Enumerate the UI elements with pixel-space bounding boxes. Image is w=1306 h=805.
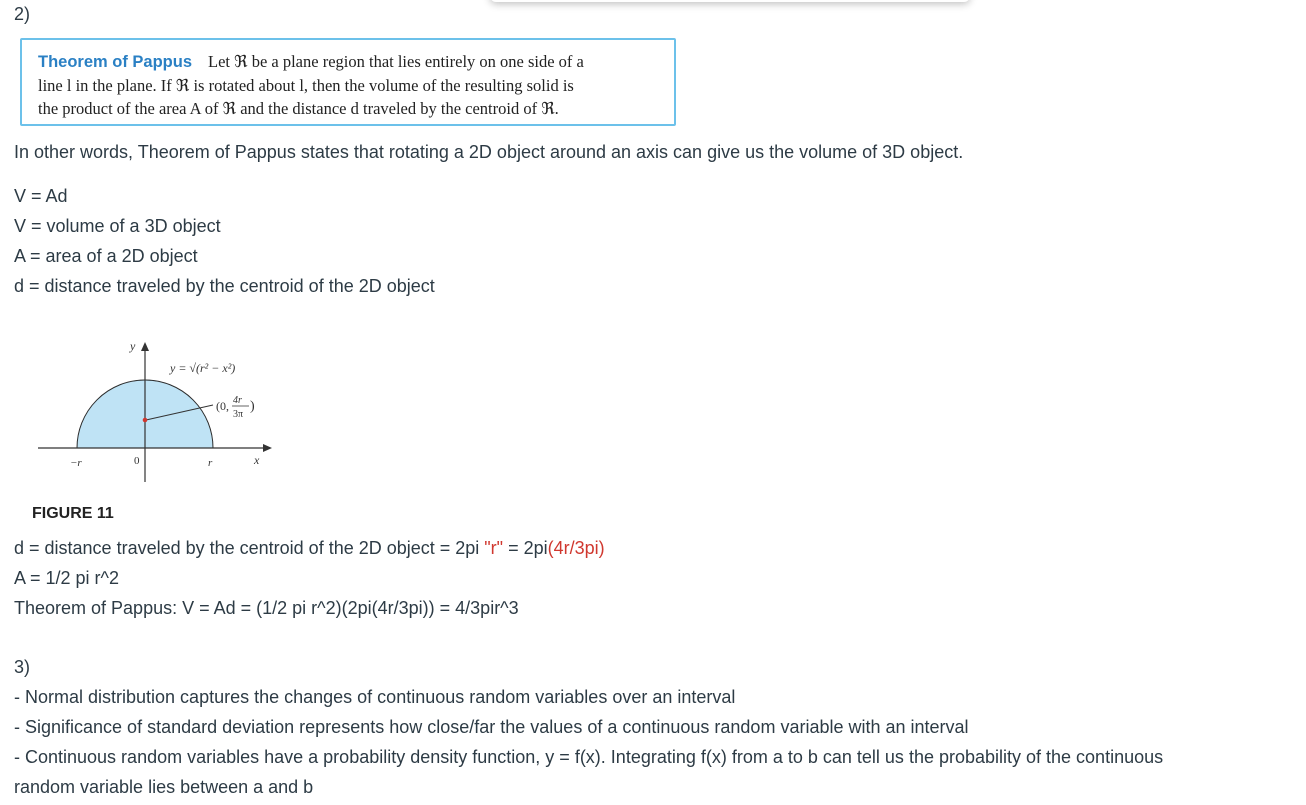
top-shadow-bar	[490, 0, 970, 2]
section-2-number: 2)	[14, 4, 31, 24]
section-3-number: 3)	[14, 657, 31, 677]
centroid-dot	[143, 418, 148, 423]
equation-label: y = √(r² − x²)	[170, 361, 236, 375]
bullet-2: - Significance of standard deviation represents how close/far the values of a continuous random variable with an interval	[14, 717, 969, 737]
bullet-1: - Normal distribution captures the changes of continuous random variables over an interval	[14, 687, 736, 707]
theorem-line-3: the product of the area A of ℜ and the distance d traveled by the centroid of ℜ.	[38, 99, 559, 118]
bullet-3: - Continuous random variables have a probability density function, y = f(x). Integrating f(x) from a to b can tell us the probability of the continuous	[14, 747, 1164, 767]
bullet-3-continued: random variable lies between a and b	[14, 777, 314, 797]
centroid-label-num: 4r	[233, 395, 242, 406]
tick-zero: 0	[134, 455, 140, 467]
y-axis-arrow	[141, 342, 149, 351]
formula: V = Ad	[14, 186, 68, 206]
d-line: d = distance traveled by the centroid of the 2D object = 2pi "r" = 2pi(4r/3pi)	[14, 538, 605, 558]
area-line: A = 1/2 pi r^2	[14, 568, 120, 588]
figure-caption: FIGURE 11	[32, 505, 114, 522]
figure-11	[30, 330, 310, 490]
definition-d: d = distance traveled by the centroid of the 2D object	[14, 276, 435, 296]
tick-neg-r: −r	[70, 457, 82, 469]
result-line: Theorem of Pappus: V = Ad = (1/2 pi r^2)(2pi(4r/3pi)) = 4/3pir^3	[14, 598, 519, 618]
tick-r: r	[208, 457, 213, 469]
y-axis-label: y	[130, 339, 136, 353]
centroid-label-prefix: (0,	[216, 399, 229, 413]
intro-text: In other words, Theorem of Pappus states that rotating a 2D object around an axis can give us the volume of 3D object.	[14, 142, 964, 162]
theorem-line-2: line l in the plane. If ℜ is rotated about l, then the volume of the resulting solid is	[38, 76, 574, 95]
centroid-label-suffix: )	[250, 399, 255, 414]
x-axis-label: x	[254, 453, 260, 467]
r-quoted: "r"	[484, 538, 504, 558]
x-axis-arrow	[263, 444, 272, 452]
definition-v: V = volume of a 3D object	[14, 216, 221, 236]
centroid-label-den: 3π	[233, 409, 244, 420]
theorem-box	[20, 38, 676, 126]
definition-a: A = area of a 2D object	[14, 246, 198, 266]
theorem-title: Theorem of Pappus	[38, 53, 193, 71]
d-value: (4r/3pi)	[547, 538, 605, 558]
theorem-line-1: Theorem of Pappus Let ℜ be a plane region that lies entirely on one side of a	[38, 52, 584, 71]
